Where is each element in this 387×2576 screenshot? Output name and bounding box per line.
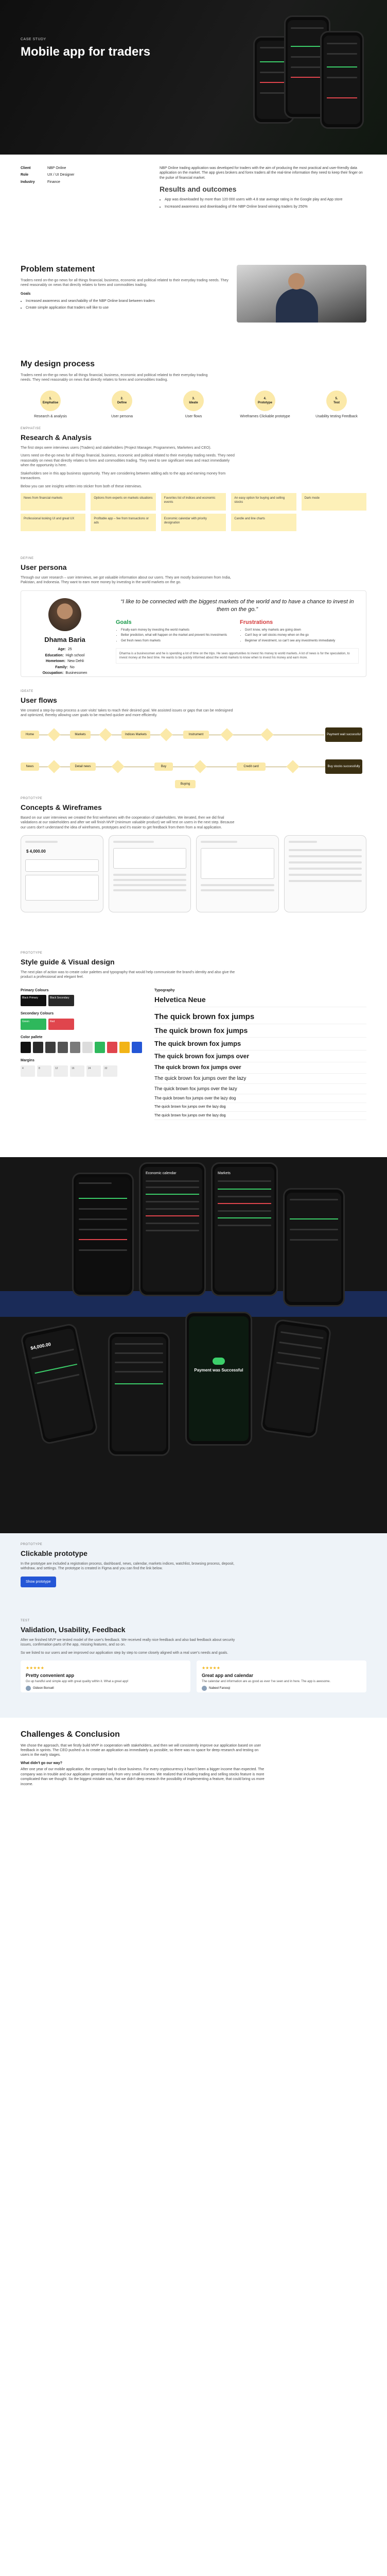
primary-colours-label: Primary Colours: [21, 988, 49, 992]
show-prototype-button[interactable]: Show prototype: [21, 1577, 56, 1587]
palette-swatch: [33, 1042, 43, 1053]
flow-decision: [260, 728, 273, 741]
phone-screen: $4,000.00: [20, 1323, 98, 1445]
persona-text: Through our user research – user interviews, we got valuable information about our users. They are mostly businessmen from India, Pakistan, and Indonesia. They want to earn more money by investing in the world markets on the go.: [21, 575, 231, 585]
phone-screen: [72, 1173, 134, 1296]
research-section: [0, 421, 387, 556]
challenges-section: [0, 1718, 387, 1836]
review-card: ★★★★★ Pretty convenient app Go up handful and simple app with great quality within it. What a great app! Gideon Bonsell: [21, 1660, 190, 1692]
hero-section: [0, 0, 387, 155]
prototype-text: In the prototype are included a registration process, dashboard, news, calendar, markets indices, watchlist, browsing process, deposit, withdraw, and settings. The prototype is created in Figma and you can find the link below.: [21, 1562, 235, 1571]
flow-box: Home: [21, 731, 39, 739]
style-guide-section: [0, 951, 387, 1157]
process-step: 4. Prototype Wireframes Clickable prototype: [239, 391, 291, 432]
client-label: Client: [21, 166, 31, 170]
process-step: 5. Test Usability testing Feedback: [311, 391, 362, 432]
sticky-note: Options from experts on markets situations: [91, 493, 155, 511]
user-flows-section: [0, 689, 387, 796]
type-sample: The quick brown fox jumps over the lazy: [154, 1074, 366, 1084]
palette-swatch: [119, 1042, 130, 1053]
trader-photo: [237, 265, 366, 323]
wire-balance: $ 4,000.00: [26, 849, 46, 854]
sticky-note: Economic calendar with priority designation: [161, 514, 226, 531]
sticky-note: Profitable app – fee from transactions or ads: [91, 514, 155, 531]
wireframe-screen: [196, 835, 279, 912]
flow-box: Markets: [70, 731, 91, 739]
phone-screen: [260, 1318, 332, 1438]
palette-swatch: [107, 1042, 117, 1053]
type-sample: The quick brown fox jumps over: [154, 1050, 366, 1062]
style-text: The next plan of action was to create color palettes and typography that would help communicate the brand's identity and also give the product a professional and elegant feel.: [21, 970, 235, 979]
persona-card: Dhama Baria Age: 25 Education: High school Hometown: New Dehli Family: No Occupation: Businessmen “I like to be connected with the biggest markets of the world and to have a chance to invest in them on the go.” Goals • Finally earn money by investing the world markets • Better prediction, what will happen on the market and prevent his investments • Get fresh news from markets Frustrations • Don't know, why markets are going down • Can't buy or sell stocks money when on the go • Beginner of investment, so can't see any investments immediately Dharma is a businessmen and he is spending a lot of time on the trips. He sees opportunities to invest his money to world markets. A lot of news is for the speculation, to invest money at the best time. He wants to be quickly informed about the world markets to know when to invest his money and earn more.: [21, 590, 366, 677]
sticky-note: News from financial markets: [21, 493, 85, 511]
problem-section: [0, 264, 387, 359]
persona-education: High school: [65, 653, 85, 657]
persona-goals: Goals • Finally earn money by investing the world markets • Better prediction, what will happen on the market and prevent his investments • Get fresh news from markets: [116, 619, 235, 644]
goal-item: • Increased awareness and searchability of the NBP Online brand between traders: [26, 299, 237, 303]
role-value: UX / UI Designer: [47, 173, 75, 177]
phone-screen: [283, 1188, 345, 1307]
wireframe-screen: [284, 835, 367, 912]
validation-eyebrow: TEST: [21, 1619, 30, 1622]
flow-box-final: Payment wait successful: [325, 727, 362, 742]
wire-title: Concepts & Wireframes: [21, 803, 102, 812]
rating-stars: ★★★★★: [202, 1666, 220, 1671]
research-text: Users need on-the-go news for all things financial, business, economic and political related to their everyday trading needs. They need reasonably on news that directly relates to forex and commodities trading. They need to see significant news and react immediately when the opportunity is here.: [21, 454, 235, 468]
persona-description: Dharma is a businessmen and he is spending a lot of time on the trips. He sees opportunities to invest his money to world markets. A lot of news is for the speculation, to invest money at the best time. He wants to be quickly informed about the world markets to know when to invest his money and earn more.: [116, 648, 359, 664]
design-process: [0, 359, 387, 421]
prototype-eyebrow: PROTOTYPE: [21, 1543, 43, 1546]
rating-stars: ★★★★★: [26, 1666, 44, 1671]
flow-decision: [47, 760, 60, 773]
industry-value: Finance: [47, 180, 60, 184]
result-item: • App was downloaded by more than 120 000 users with 4.8 star average rating in the Google play and App store: [165, 197, 366, 202]
validation-text: After we finished MVP we tested model of the user's feedback. We received really nice feedback and also bad feedback about security issues, confirmation parts of the app, missing features, and so on.: [21, 1638, 235, 1647]
research-text: Below you can see insights written into sticker from both of these interviews.: [21, 484, 142, 488]
font-name: Helvetica Neue: [154, 995, 366, 1007]
flow-decision: [220, 728, 233, 741]
type-sample: The quick brown fox jumps: [154, 1038, 366, 1050]
margin-token: 24: [86, 1065, 101, 1077]
palette-swatch: [70, 1042, 80, 1053]
flow-box: Detail news: [70, 762, 96, 771]
flow-decision: [194, 760, 206, 773]
palette-swatch: [82, 1042, 93, 1053]
flows-eyebrow: IDEATE: [21, 690, 33, 693]
wireframe-screen: [21, 835, 103, 912]
flows-text: We created a step-by-step process a user visits' takes to reach their desired goal. We assisted issues or gaps that can be redesigned and optimized, thereby allowing user goals to be reached quicker and more efficiently.: [21, 708, 233, 718]
sticky-note: Candle and line charts: [231, 514, 296, 531]
persona-occupation: Businessmen: [65, 671, 87, 675]
margin-token: 32: [103, 1065, 117, 1077]
type-sample: The quick brown fox jumps over the lazy: [154, 1084, 366, 1094]
persona-title: User persona: [21, 563, 67, 572]
persona-quote: “I like to be connected with the biggest markets of the world and to have a chance to invest in them on the go.”: [120, 598, 354, 613]
intro-text: NBP Online trading application was developed for traders with the aim of producing the most practical and user-friendly data application on the market. The app gives brokers and forex traders all the real-time information they need to keep their finger on the pulse of financial market.: [160, 166, 363, 180]
prototype-section: [0, 1533, 387, 1609]
color-swatch: Red: [48, 1019, 74, 1030]
hero-phones-image: [243, 15, 366, 144]
flow-box: Credit card: [237, 762, 266, 771]
industry-label: Industry: [21, 180, 35, 184]
wire-eyebrow: PROTOTYPE: [21, 797, 43, 800]
flow-box: Instrument: [183, 731, 209, 739]
palette-swatch: [58, 1042, 68, 1053]
typography-label: Typography: [154, 988, 175, 992]
margin-token: 12: [54, 1065, 68, 1077]
color-swatch: Black Secondary: [48, 995, 74, 1006]
review-card: ★★★★★ Great app and calendar The calendar and information are as good as ever I've seen and in here. The app is awesome. Nabeel Farooqi: [197, 1660, 366, 1692]
phone-mockup: [320, 31, 364, 129]
page-title: Mobile app for traders: [21, 45, 151, 59]
flow-decision: [99, 728, 112, 741]
project-info: [0, 155, 387, 264]
flow-decision: [286, 760, 299, 773]
persona-hometown: New Dehli: [67, 659, 84, 664]
wireframe-screen: [109, 835, 191, 912]
process-title: My design process: [21, 360, 95, 368]
flow-decision: [47, 728, 60, 741]
persona-frustrations: Frustrations • Don't know, why markets are going down • Can't buy or sell stocks money when on the go • Beginner of investment, so can't see any investments immediately: [240, 619, 359, 644]
flow-box: News: [21, 762, 39, 771]
research-text: Stakeholders see in this app business opportunity. They are considering between adding ads to the app and earning money from transactions.: [21, 471, 226, 481]
palette-swatch: [21, 1042, 31, 1053]
research-text: The first steps were interviews users (Traders) and stakeholders (Project Manager, Programmers, Marketers and CEO).: [21, 446, 212, 450]
persona-eyebrow: DEFINE: [21, 557, 34, 560]
secondary-colours-label: Secondary Colours: [21, 1012, 54, 1016]
challenges-subtitle: What didn't go our way?: [21, 1761, 62, 1765]
sticky-note: Professional looking UI and great UX: [21, 514, 85, 531]
persona-family: No: [69, 665, 75, 669]
challenges-text: We chose the approach, that we firstly build MVP in cooperation with stakeholders, and then we will consistently improve our application based on user feedback in sprints. The CEO pushed us to create an application as immediately as possible, so there was no space for deep research and testing on users in the early stages.: [21, 1743, 261, 1757]
goals-label: Goals: [21, 292, 31, 296]
reviewer-avatar: [202, 1686, 207, 1691]
role-label: Role: [21, 173, 29, 177]
palette-swatch: [45, 1042, 56, 1053]
margin-token: 8: [37, 1065, 51, 1077]
persona-age: 25: [67, 648, 72, 652]
process-step: 1. Emphatise Research & analysis: [25, 391, 76, 432]
prototype-title: Clickable prototype: [21, 1549, 87, 1558]
wireframes-section: [0, 796, 387, 951]
flows-title: User flows: [21, 696, 57, 705]
style-title: Style guide & Visual design: [21, 958, 115, 967]
type-samples: [154, 1010, 366, 1120]
process-step: 2. Define User persona: [96, 391, 148, 432]
phone-screen: [108, 1332, 170, 1456]
result-item: • Increased awareness and downloading of the NBP Online brand winning traders by 250%: [165, 205, 366, 209]
sticky-note: An easy option for buying and selling stocks: [231, 493, 296, 511]
validation-section: [0, 1609, 387, 1718]
color-palette: [21, 1042, 144, 1053]
wire-text: Based on our user interviews we created the first wireframes with the cooperation of stakeholders. We iterated, then we did final validations at our stakeholders and after we will finish MVP (minimum valuable product) we will test on users in the next step. Because our users don't understand the idea of wireframes, prototypes and it's easier to get feedback from them from a real application.: [21, 816, 235, 829]
type-sample: The quick brown fox jumps over: [154, 1062, 366, 1074]
flow-box-final: Buy stocks successfully: [325, 759, 362, 774]
process-text: Traders need on-the-go news for all things financial, business, economic and political related to their everyday trading needs. They need reasonably on news that directly relates to forex and commodities trading.: [21, 373, 208, 382]
avatar: [48, 598, 81, 631]
client-value: NBP Online: [47, 166, 66, 170]
goal-item: • Create simple application that traders will like to use: [26, 306, 237, 310]
margin-token: 4: [21, 1065, 35, 1077]
app-screens-gallery: [0, 1157, 387, 1533]
validation-text: So we listed to our users and we improved our application step by step to come closely aligned with a real user's needs and goals.: [21, 1651, 228, 1655]
persona-section: [0, 556, 387, 689]
sticky-note: Favorites list of indices and economic events: [161, 493, 226, 511]
research-title: Research & Analysis: [21, 433, 92, 442]
palette-swatch: [132, 1042, 142, 1053]
problem-text: Traders need on-the-go news for all things financial, business, economic and political related to their everyday trading needs. They need reasonably on news that directly relates to forex and commodities trading.: [21, 278, 228, 287]
sticky-note: Dark mode: [302, 493, 366, 511]
color-swatch: Black Primary: [21, 995, 46, 1006]
palette-swatch: [95, 1042, 105, 1053]
type-sample: The quick brown fox jumps over the lazy dog: [154, 1112, 366, 1120]
phone-screen: Economic calendar: [139, 1162, 206, 1296]
phone-screen: Markets: [211, 1162, 278, 1296]
research-eyebrow: EMPHATISE: [21, 427, 41, 430]
flow-decision: [160, 728, 172, 741]
user-flow-diagram: [21, 722, 366, 794]
challenges-title: Challenges & Conclusion: [21, 1730, 120, 1739]
type-sample: The quick brown fox jumps: [154, 1024, 366, 1038]
style-eyebrow: PROTOTYPE: [21, 952, 43, 955]
margins-scale: [21, 1065, 144, 1077]
margins-label: Margins: [21, 1059, 34, 1063]
problem-title: Problem statement: [21, 265, 95, 274]
color-swatch: Green: [21, 1019, 46, 1030]
flow-box: Buy: [154, 762, 173, 771]
type-sample: The quick brown fox jumps: [154, 1010, 366, 1024]
process-step: 3. Ideate User flows: [168, 391, 219, 432]
results-title: Results and outcomes: [160, 185, 237, 194]
hero-tag: CASE STUDY: [21, 38, 46, 41]
flow-decision: [111, 760, 124, 773]
flow-box: Buying: [175, 780, 196, 788]
challenges-text: After one year of our mobile application, the company had to close business. For every cryptocurrency it hasn't been a bigger income than expected. The company was in trouble and our application generated only from very small incomes. We realized that including trading and selling stocks feature is more complicated than we thought. So the biggest mistake was, that we didn't deep research the possibility of implementing a feature, that could bring us more income.: [21, 1768, 265, 1786]
flow-box: Indices Markets: [121, 731, 150, 739]
persona-name: Dhama Baria: [44, 635, 85, 643]
type-sample: The quick brown fox jumps over the lazy dog: [154, 1094, 366, 1104]
reviewer-avatar: [26, 1686, 31, 1691]
color-pallete-label: Color pallete: [21, 1035, 43, 1039]
margin-token: 16: [70, 1065, 84, 1077]
phone-screen: Payment was Successful: [185, 1312, 252, 1446]
type-sample: The quick brown fox jumps over the lazy dog: [154, 1103, 366, 1111]
validation-title: Validation, Usability, Feedback: [21, 1625, 126, 1634]
